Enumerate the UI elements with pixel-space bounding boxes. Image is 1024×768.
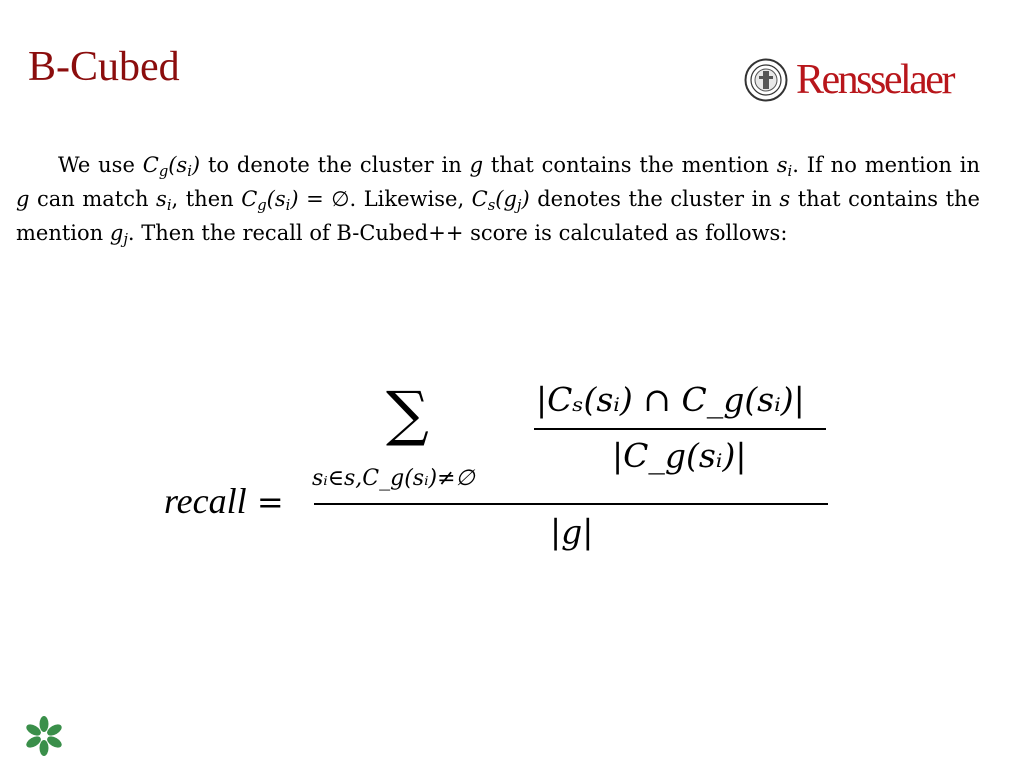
recall-formula [160,380,840,570]
outer-fraction-bar [314,503,828,505]
inner-fraction-bar [534,428,826,430]
math-gj: $g_j$ [109,221,128,249]
logo-wordmark: Rensselaer [796,57,953,103]
seal-icon [744,58,788,102]
inner-denominator: |C_g(sᵢ)| [612,436,747,475]
body-paragraph: We use $C_g(s_i)$ to denote the cluster in g that contains the mention $s_i$. If no mention in g can match $s_i$, then $C_g(s_i)$ = ∅. Likewise, $C_s(g_j)$ denotes the cluster in s that contains the mention $g_j$. Then the recall of B-Cubed++ score is calculated as follows: [16,153,980,249]
outer-denominator: |g| [550,512,594,551]
summation-symbol: ∑ [386,379,429,449]
math-cs-gj: $C_s(g_j)$ [471,187,530,215]
math-g: g [469,153,484,177]
math-s: s [779,187,791,211]
slide-title: B-Cubed [28,44,180,90]
formula-lhs: recall = [164,481,284,521]
flower-icon [24,716,64,756]
math-g: g [16,187,30,211]
inner-numerator: |Cₛ(sᵢ) ∩ C_g(sᵢ)| [536,380,805,419]
math-si: $s_i$ [156,187,172,215]
summation-index: sᵢ∈s,C_g(sᵢ)≠∅ [312,466,475,491]
math-cg-si: $C_g(s_i)$ [142,153,201,181]
rensselaer-logo [744,58,953,102]
math-cg-si: $C_g(s_i)$ [241,187,299,215]
math-si: $s_i$ [776,153,793,181]
